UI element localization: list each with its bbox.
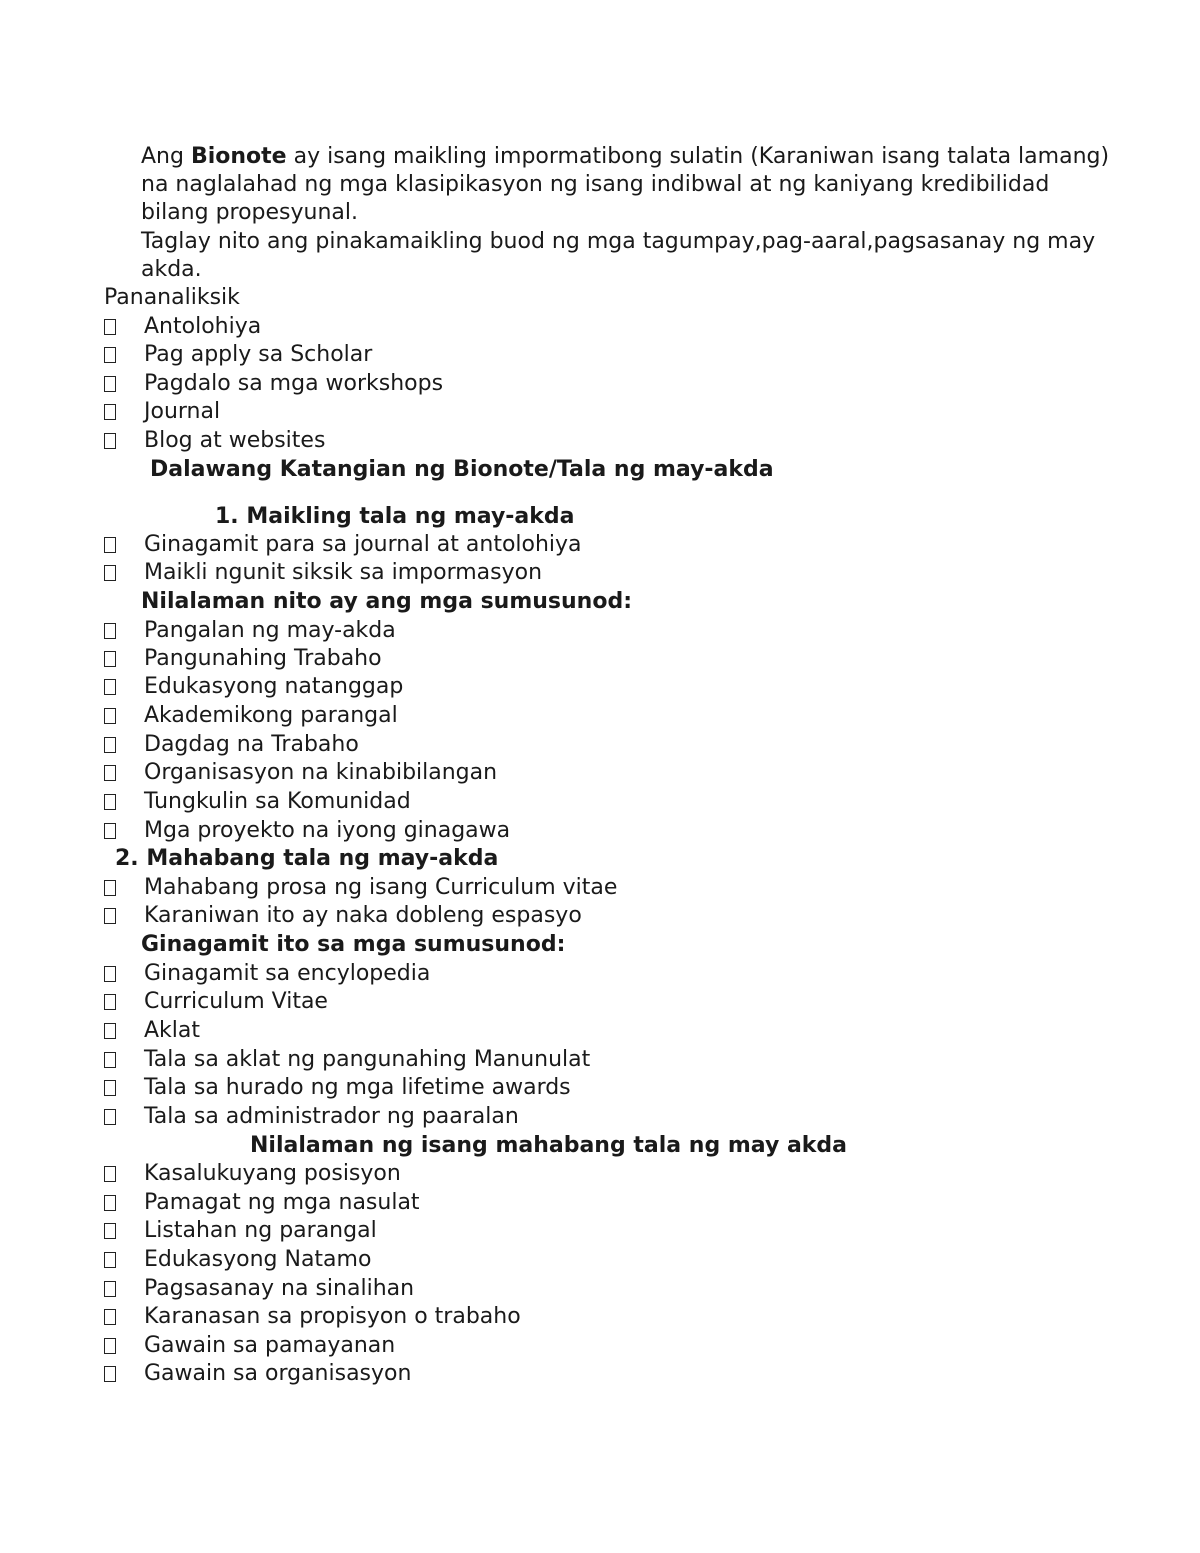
list-item-text: Mahabang prosa ng isang Curriculum vitae (144, 875, 618, 900)
list-item-text: Ginagamit para sa journal at antolohiya (144, 532, 582, 557)
bullet-icon (104, 679, 116, 695)
bullet-icon (104, 565, 116, 581)
bullet-icon (104, 1052, 116, 1068)
list-item-text: Gawain sa pamayanan (144, 1333, 396, 1358)
list-item-text: Tala sa hurado ng mga lifetime awards (144, 1075, 571, 1100)
bullet-icon (104, 1223, 116, 1239)
bullet-icon (104, 1281, 116, 1297)
list-item-text: Dagdag na Trabaho (144, 732, 359, 757)
list-item-text: Pangalan ng may-akda (144, 618, 396, 643)
bullet-icon (104, 1366, 116, 1382)
list-item-text: Kasalukuyang posisyon (144, 1161, 401, 1186)
intro-text: Ang (141, 144, 191, 169)
maikli-heading: 1. Maikling tala ng may-akda (215, 504, 575, 529)
bullet-icon (104, 1309, 116, 1325)
bullet-icon (104, 966, 116, 982)
bullet-icon (104, 651, 116, 667)
list-item-text: Pagsasanay na sinalihan (144, 1276, 415, 1301)
list-item-text: Pagdalo sa mga workshops (144, 371, 444, 396)
list-item-text: Karaniwan ito ay naka dobleng espasyo (144, 903, 582, 928)
intro-line-4: Taglay nito ang pinakamaikling buod ng mga tagumpay,pag-aaral,pagsasanay ng may (141, 229, 1096, 254)
bullet-icon (104, 1195, 116, 1211)
list-item-text: Tala sa administrador ng paaralan (144, 1104, 519, 1129)
list-item-text: Pangunahing Trabaho (144, 646, 382, 671)
list-item-text: Tala sa aklat ng pangunahing Manunulat (144, 1047, 591, 1072)
katangian-heading: Dalawang Katangian ng Bionote/Tala ng may-akda (150, 457, 774, 482)
list-item-text: Curriculum Vitae (144, 989, 328, 1014)
bullet-icon (104, 794, 116, 810)
bullet-icon (104, 1252, 116, 1268)
mahaba-heading: 2. Mahabang tala ng may-akda (115, 846, 499, 871)
bullet-icon (104, 880, 116, 896)
list-item-text: Ginagamit sa encylopedia (144, 961, 431, 986)
list-item-text: Blog at websites (144, 428, 326, 453)
bullet-icon (104, 347, 116, 363)
bullet-icon (104, 1166, 116, 1182)
list-item-text: Antolohiya (144, 314, 262, 339)
list-item-text: Karanasan sa propisyon o trabaho (144, 1304, 521, 1329)
list-item-text: Maikli ngunit siksik sa impormasyon (144, 560, 543, 585)
list-item-text: Edukasyong natanggap (144, 674, 404, 699)
list-item-text: Tungkulin sa Komunidad (144, 789, 411, 814)
list-item-text: Pag apply sa Scholar (144, 342, 373, 367)
pananaliksik-heading: Pananaliksik (104, 285, 240, 310)
bullet-icon (104, 1109, 116, 1125)
bullet-icon (104, 319, 116, 335)
bullet-icon (104, 908, 116, 924)
bullet-icon (104, 737, 116, 753)
intro-line-2: na naglalahad ng mga klasipikasyon ng isang indibwal at ng kaniyang kredibilidad (141, 172, 1050, 197)
intro-line-1 (141, 143, 1109, 171)
bullet-icon (104, 623, 116, 639)
bullet-icon (104, 404, 116, 420)
list-item-text: Listahan ng parangal (144, 1218, 377, 1243)
bullet-icon (104, 376, 116, 392)
list-item-text: Akademikong parangal (144, 703, 398, 728)
bullet-icon (104, 537, 116, 553)
bullet-icon (104, 1338, 116, 1354)
intro-text: ay isang maikling impormatibong sulatin (Karaniwan isang talata lamang) (286, 144, 1110, 169)
mahaba-subheading: Ginagamit ito sa mga sumusunod: (141, 932, 566, 957)
list-item-text: Journal (144, 399, 221, 424)
bullet-icon (104, 708, 116, 724)
list-item-text: Gawain sa organisasyon (144, 1361, 412, 1386)
bullet-icon (104, 823, 116, 839)
nilalaman-heading: Nilalaman ng isang mahabang tala ng may akda (250, 1133, 848, 1158)
intro-line-3: bilang propesyunal. (141, 200, 359, 225)
list-item-text: Organisasyon na kinabibilangan (144, 760, 498, 785)
list-item-text: Edukasyong Natamo (144, 1247, 372, 1272)
bullet-icon (104, 765, 116, 781)
maikli-subheading: Nilalaman nito ay ang mga sumusunod: (141, 589, 632, 614)
list-item-text: Mga proyekto na iyong ginagawa (144, 818, 511, 843)
bionote-term: Bionote (190, 144, 287, 169)
list-item-text: Pamagat ng mga nasulat (144, 1190, 420, 1215)
bullet-icon (104, 433, 116, 449)
bullet-icon (104, 994, 116, 1010)
list-item-text: Aklat (144, 1018, 201, 1043)
bullet-icon (104, 1023, 116, 1039)
intro-line-5: akda. (141, 257, 202, 282)
bullet-icon (104, 1080, 116, 1096)
